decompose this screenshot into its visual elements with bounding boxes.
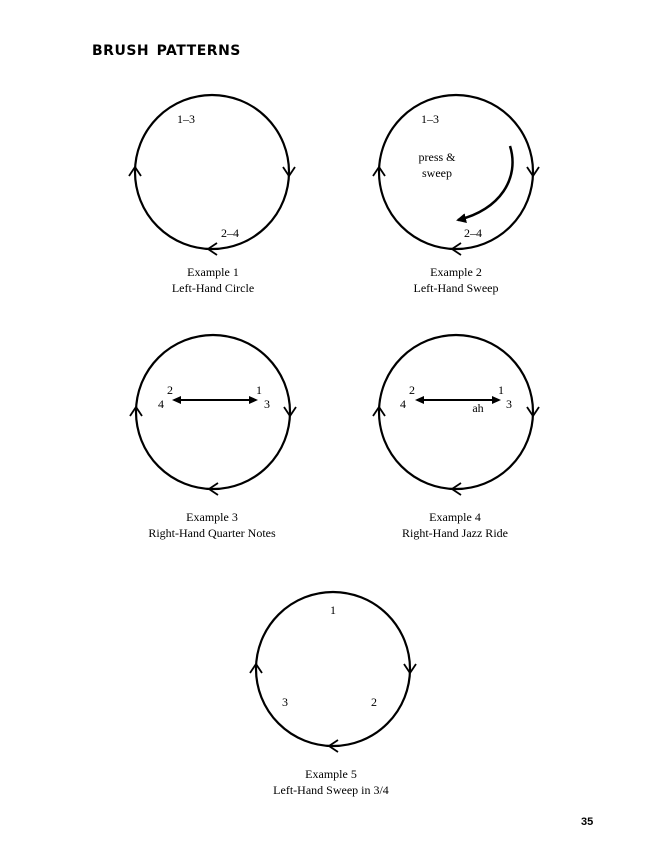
example-subtitle: Right-Hand Jazz Ride: [402, 526, 508, 540]
example-3: [130, 335, 296, 540]
page-title: brush patterns: [92, 36, 241, 60]
page-number: 35: [581, 816, 594, 828]
example-2: [373, 95, 539, 295]
beat-label-1: 1: [498, 383, 504, 397]
example-4: [373, 335, 539, 540]
beat-label-2: 2: [167, 383, 173, 397]
pattern-circle: [135, 95, 289, 249]
example-subtitle: Left-Hand Circle: [171, 281, 255, 295]
pattern-circle: [379, 95, 533, 249]
example-subtitle: Left-Hand Sweep: [413, 281, 499, 295]
beat-label-2: 2: [409, 383, 415, 397]
sweep-arrow: [458, 146, 513, 220]
example-subtitle: Right-Hand Quarter Notes: [148, 526, 276, 540]
example-title: Example 4: [429, 510, 481, 524]
press-sweep-note-line1: press &: [418, 150, 456, 164]
beat-label-1: 1: [330, 603, 336, 617]
beat-label-1: 1: [256, 383, 262, 397]
beat-label-top: 1–3: [177, 112, 195, 126]
example-title: Example 3: [186, 510, 238, 524]
press-sweep-note-line2: sweep: [422, 166, 452, 180]
example-subtitle: Left-Hand Sweep in 3/4: [273, 783, 389, 797]
arrowhead-right: [249, 396, 258, 404]
beat-label-2: 2: [371, 695, 377, 709]
pattern-circle: [136, 335, 290, 489]
example-1: [129, 95, 295, 295]
beat-label-3: 3: [264, 397, 270, 411]
beat-label-3: 3: [506, 397, 512, 411]
pattern-circle: [379, 335, 533, 489]
arrowhead-left: [172, 396, 181, 404]
example-title: Example 5: [305, 767, 357, 781]
beat-label-top: 1–3: [421, 112, 439, 126]
beat-label-3: 3: [282, 695, 288, 709]
example-title: Example 1: [187, 265, 239, 279]
beat-label-bottom: 2–4: [221, 226, 239, 240]
beat-label-bottom: 2–4: [464, 226, 482, 240]
arrowhead-right: [492, 396, 501, 404]
arrowhead-left: [415, 396, 424, 404]
example-5: [250, 592, 416, 797]
beat-label-4: 4: [400, 397, 406, 411]
example-title: Example 2: [430, 265, 482, 279]
beat-label-ah: ah: [472, 401, 484, 415]
beat-label-4: 4: [158, 397, 164, 411]
